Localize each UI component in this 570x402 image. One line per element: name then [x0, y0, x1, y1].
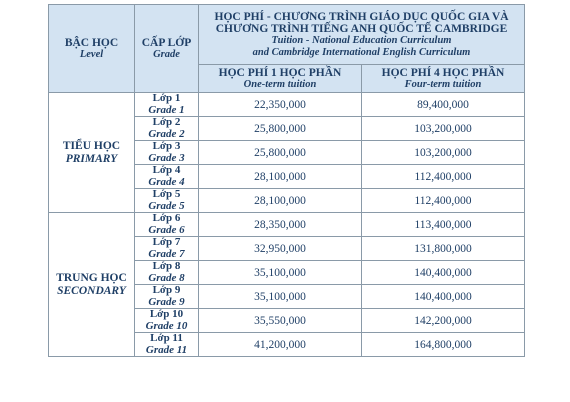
- four-term-header: [362, 65, 525, 93]
- table-row: [49, 213, 525, 237]
- one-term-fee: 28,350,000: [199, 213, 362, 237]
- one-term-fee: 25,800,000: [199, 117, 362, 141]
- fee-title-en-line2: and Cambridge International English Curriculum: [252, 46, 471, 58]
- level-header-en: Level: [79, 48, 104, 60]
- four-term-header-vi: HỌC PHÍ 4 HỌC PHẦN: [381, 66, 505, 79]
- one-term-fee: 28,100,000: [199, 189, 362, 213]
- grade-en: Grade 11: [145, 343, 188, 356]
- grade-header: [135, 5, 199, 93]
- grade-vi: Lớp 6: [152, 212, 181, 224]
- grade-en: Grade 8: [148, 271, 185, 284]
- grade-vi: Lớp 3: [152, 140, 181, 152]
- grade-en: Grade 3: [148, 151, 185, 164]
- grade-cell: [135, 333, 199, 357]
- grade-vi: Lớp 1: [152, 92, 181, 104]
- four-term-fee: 164,800,000: [362, 333, 525, 357]
- level-name-en: SECONDARY: [57, 284, 126, 297]
- one-term-fee: 41,200,000: [199, 333, 362, 357]
- grade-en: Grade 10: [145, 319, 188, 332]
- grade-en: Grade 5: [148, 199, 185, 212]
- one-term-fee: 35,100,000: [199, 285, 362, 309]
- grade-vi: Lớp 5: [152, 188, 181, 200]
- grade-cell: [135, 237, 199, 261]
- grade-en: Grade 1: [148, 103, 185, 116]
- level-name-en: PRIMARY: [65, 152, 118, 165]
- grade-cell: [135, 309, 199, 333]
- grade-en: Grade 2: [148, 127, 185, 140]
- level-name-vi: TRUNG HỌC: [56, 271, 127, 284]
- grade-header-vi: CẤP LỚP: [141, 36, 192, 49]
- grade-en: Grade 6: [148, 223, 185, 236]
- level-name-vi: TIỂU HỌC: [62, 139, 121, 152]
- one-term-fee: 28,100,000: [199, 165, 362, 189]
- grade-cell: [135, 213, 199, 237]
- grade-cell: [135, 189, 199, 213]
- four-term-fee: 140,400,000: [362, 261, 525, 285]
- grade-vi: Lớp 7: [152, 236, 181, 248]
- grade-cell: [135, 141, 199, 165]
- level-cell: [49, 93, 135, 213]
- four-term-fee: 113,400,000: [362, 213, 525, 237]
- four-term-fee: 131,800,000: [362, 237, 525, 261]
- grade-cell: [135, 285, 199, 309]
- level-cell: [49, 213, 135, 357]
- grade-cell: [135, 261, 199, 285]
- four-term-fee: 142,200,000: [362, 309, 525, 333]
- grade-cell: [135, 93, 199, 117]
- four-term-fee: 103,200,000: [362, 117, 525, 141]
- four-term-fee: 112,400,000: [362, 189, 525, 213]
- tuition-table-container: [48, 4, 524, 357]
- grade-cell: [135, 117, 199, 141]
- tuition-table: [48, 4, 525, 357]
- grade-vi: Lớp 4: [152, 164, 181, 176]
- one-term-fee: 32,950,000: [199, 237, 362, 261]
- four-term-fee: 103,200,000: [362, 141, 525, 165]
- grade-header-en: Grade: [153, 48, 180, 60]
- level-header-vi: BẬC HỌC: [64, 36, 119, 49]
- grade-cell: [135, 165, 199, 189]
- one-term-fee: 22,350,000: [199, 93, 362, 117]
- fee-title-line2: CHƯƠNG TRÌNH TIẾNG ANH QUỐC TẾ CAMBRIDGE: [215, 22, 508, 35]
- grade-vi: Lớp 9: [152, 284, 181, 296]
- four-term-header-en: Four-term tuition: [404, 78, 482, 90]
- fee-title-header: [199, 5, 525, 65]
- four-term-fee: 140,400,000: [362, 285, 525, 309]
- level-header: [49, 5, 135, 93]
- four-term-fee: 89,400,000: [362, 93, 525, 117]
- one-term-header-vi: HỌC PHÍ 1 HỌC PHẦN: [218, 66, 342, 79]
- grade-vi: Lớp 10: [149, 308, 184, 320]
- grade-vi: Lớp 2: [152, 116, 181, 128]
- grade-en: Grade 7: [148, 247, 185, 260]
- one-term-header-en: One-term tuition: [243, 78, 317, 90]
- four-term-fee: 112,400,000: [362, 165, 525, 189]
- grade-vi: Lớp 11: [150, 332, 183, 344]
- one-term-fee: 35,100,000: [199, 261, 362, 285]
- one-term-fee: 25,800,000: [199, 141, 362, 165]
- one-term-fee: 35,550,000: [199, 309, 362, 333]
- fee-title-line1: HỌC PHÍ - CHƯƠNG TRÌNH GIÁO DỤC QUỐC GIA VÀ: [214, 10, 509, 23]
- grade-en: Grade 9: [148, 295, 185, 308]
- table-row: [49, 93, 525, 117]
- grade-en: Grade 4: [148, 175, 185, 188]
- one-term-header: [199, 65, 362, 93]
- grade-vi: Lớp 8: [152, 260, 181, 272]
- fee-title-en-line1: Tuition - National Education Curriculum: [271, 34, 452, 46]
